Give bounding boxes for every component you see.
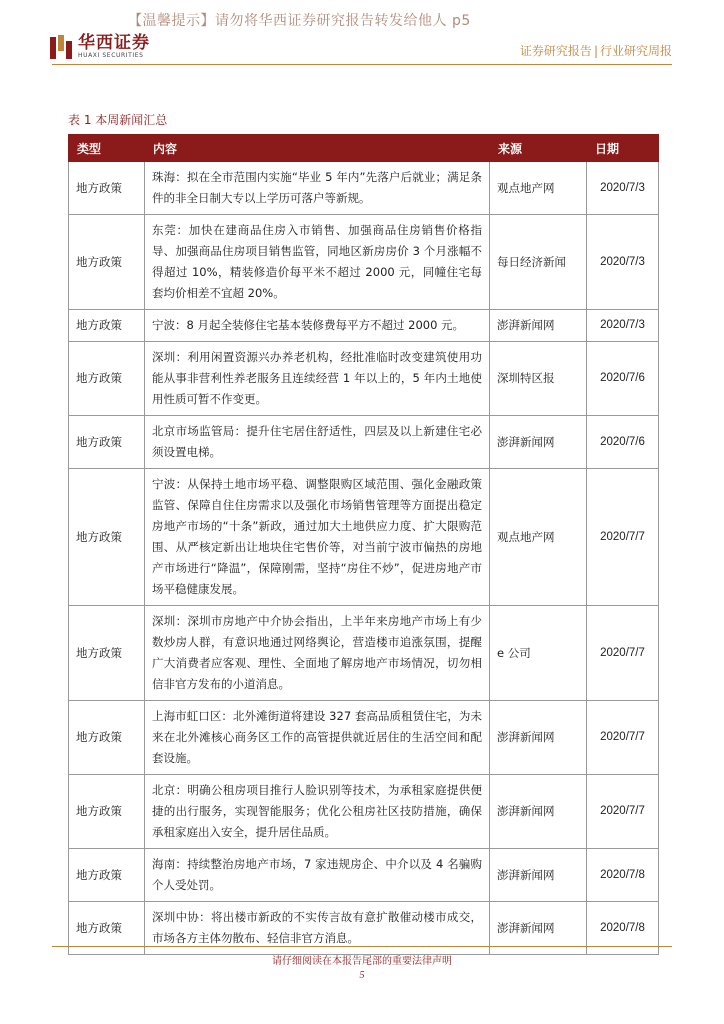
cell-type: 地方政策 [69, 215, 145, 310]
logo-name-cn: 华西证券 [78, 33, 150, 53]
cell-content: 上海市虹口区：北外滩街道将建设 327 套高品质租赁住宅，为未来在北外滩核心商务区工作的高管提供就近居住的生活空间和配套设施。 [145, 701, 490, 775]
cell-date: 2020/7/8 [587, 849, 659, 902]
cell-type: 地方政策 [69, 416, 145, 469]
cell-date: 2020/7/7 [587, 606, 659, 701]
cell-source: 澎湃新闻网 [490, 849, 587, 902]
cell-source: 每日经济新闻 [490, 215, 587, 310]
watermark-notice: 【温馨提示】请勿将华西证券研究报告转发给他人 p5 [128, 13, 471, 29]
table-row [69, 416, 659, 469]
cell-type: 地方政策 [69, 342, 145, 416]
table-row [69, 849, 659, 902]
cell-source: 观点地产网 [490, 162, 587, 215]
report-type: 证券研究报告 [519, 44, 592, 58]
table-row [69, 469, 659, 606]
company-logo [50, 34, 150, 60]
news-summary-table [68, 134, 659, 955]
cell-source: 澎湃新闻网 [490, 775, 587, 849]
cell-date: 2020/7/7 [587, 701, 659, 775]
cell-date: 2020/7/3 [587, 162, 659, 215]
table-row [69, 162, 659, 215]
table-header-row [69, 135, 659, 162]
cell-content: 深圳：深圳市房地产中介协会指出，上半年来房地产市场上有少数炒房人群，有意识地通过网络舆论，营造楼市追涨氛围，提醒广大消费者应客观、理性、全面地了解房地产市场情况，切勿相信非官方发布的小道消息。 [145, 606, 490, 701]
cell-type: 地方政策 [69, 606, 145, 701]
cell-source: 澎湃新闻网 [490, 902, 587, 955]
cell-content: 北京：明确公租房项目推行人脸识别等技术，为承租家庭提供便捷的出行服务，实现智能服务；优化公租房社区技防措施，确保承租家庭出入安全，提升居住品质。 [145, 775, 490, 849]
cell-content: 珠海：拟在全市范围内实施“毕业 5 年内”先落户后就业；满足条件的非全日制大专以上学历可落户等新规。 [145, 162, 490, 215]
cell-type: 地方政策 [69, 849, 145, 902]
report-subtype: 行业研究周报 [599, 44, 672, 58]
cell-content: 东莞：加快在建商品住房入市销售、加强商品住房销售价格指导、加强商品住房项目销售监管，同地区新房房价 3 个月涨幅不得超过 10%，精装修造价每平米不超过 2000 元，同幢住宅每套均价相差不宜超 20%。 [145, 215, 490, 310]
column-header-content: 内容 [145, 135, 490, 162]
cell-date: 2020/7/3 [587, 215, 659, 310]
table-row [69, 342, 659, 416]
table-title: 表 1 本周新闻汇总 [68, 113, 168, 127]
footer-divider [52, 946, 672, 947]
column-header-type: 类型 [69, 135, 145, 162]
cell-date: 2020/7/3 [587, 310, 659, 342]
legal-disclaimer: 请仔细阅读在本报告尾部的重要法律声明 [272, 956, 452, 967]
page-number: 5 [359, 970, 365, 981]
cell-content: 宁波：8 月起全装修住宅基本装修费每平方不超过 2000 元。 [145, 310, 490, 342]
report-category [520, 42, 672, 59]
header-divider [52, 64, 672, 65]
cell-source: 澎湃新闻网 [490, 701, 587, 775]
cell-type: 地方政策 [69, 775, 145, 849]
column-header-source: 来源 [490, 135, 587, 162]
logo-name-en: HUAXI SECURITIES [78, 52, 144, 59]
cell-date: 2020/7/8 [587, 902, 659, 955]
cell-type: 地方政策 [69, 162, 145, 215]
cell-source: 观点地产网 [490, 469, 587, 606]
cell-source: 澎湃新闻网 [490, 310, 587, 342]
cell-source: e 公司 [490, 606, 587, 701]
cell-source: 澎湃新闻网 [490, 416, 587, 469]
cell-date: 2020/7/7 [587, 469, 659, 606]
huaxi-logo-icon [50, 35, 72, 59]
table-row [69, 310, 659, 342]
cell-source: 深圳特区报 [490, 342, 587, 416]
cell-date: 2020/7/7 [587, 775, 659, 849]
table-row [69, 215, 659, 310]
cell-content: 深圳：利用闲置资源兴办养老机构，经批准临时改变建筑使用功能从事非营利性养老服务且连续经营 1 年以上的，5 年内土地使用性质可暂不作变更。 [145, 342, 490, 416]
cell-date: 2020/7/6 [587, 342, 659, 416]
cell-type: 地方政策 [69, 902, 145, 955]
cell-content: 宁波：从保持土地市场平稳、调整限购区域范围、强化金融政策监管、保障自住住房需求以及强化市场销售管理等方面提出稳定房地产市场的“十条”新政，通过加大土地供应力度、扩大限购范围、从严核定新出让地块住宅售价等，对当前宁波市偏热的房地产市场进行“降温”，保障刚需，坚持“房住不炒”，促进房地产市场平稳健康发展。 [145, 469, 490, 606]
table-row [69, 606, 659, 701]
cell-content: 北京市场监管局：提升住宅居住舒适性，四层及以上新建住宅必须设置电梯。 [145, 416, 490, 469]
column-header-date: 日期 [587, 135, 659, 162]
table-row [69, 775, 659, 849]
cell-content: 深圳中协：将出楼市新政的不实传言故有意扩散催动楼市成交，市场各方主体勿散布、轻信非官方消息。 [145, 902, 490, 955]
cell-content: 海南：持续整治房地产市场，7 家违规房企、中介以及 4 名骗购个人受处罚。 [145, 849, 490, 902]
cell-type: 地方政策 [69, 701, 145, 775]
table-row [69, 701, 659, 775]
cell-type: 地方政策 [69, 310, 145, 342]
cell-type: 地方政策 [69, 469, 145, 606]
cell-date: 2020/7/6 [587, 416, 659, 469]
header-separator: | [593, 44, 598, 58]
